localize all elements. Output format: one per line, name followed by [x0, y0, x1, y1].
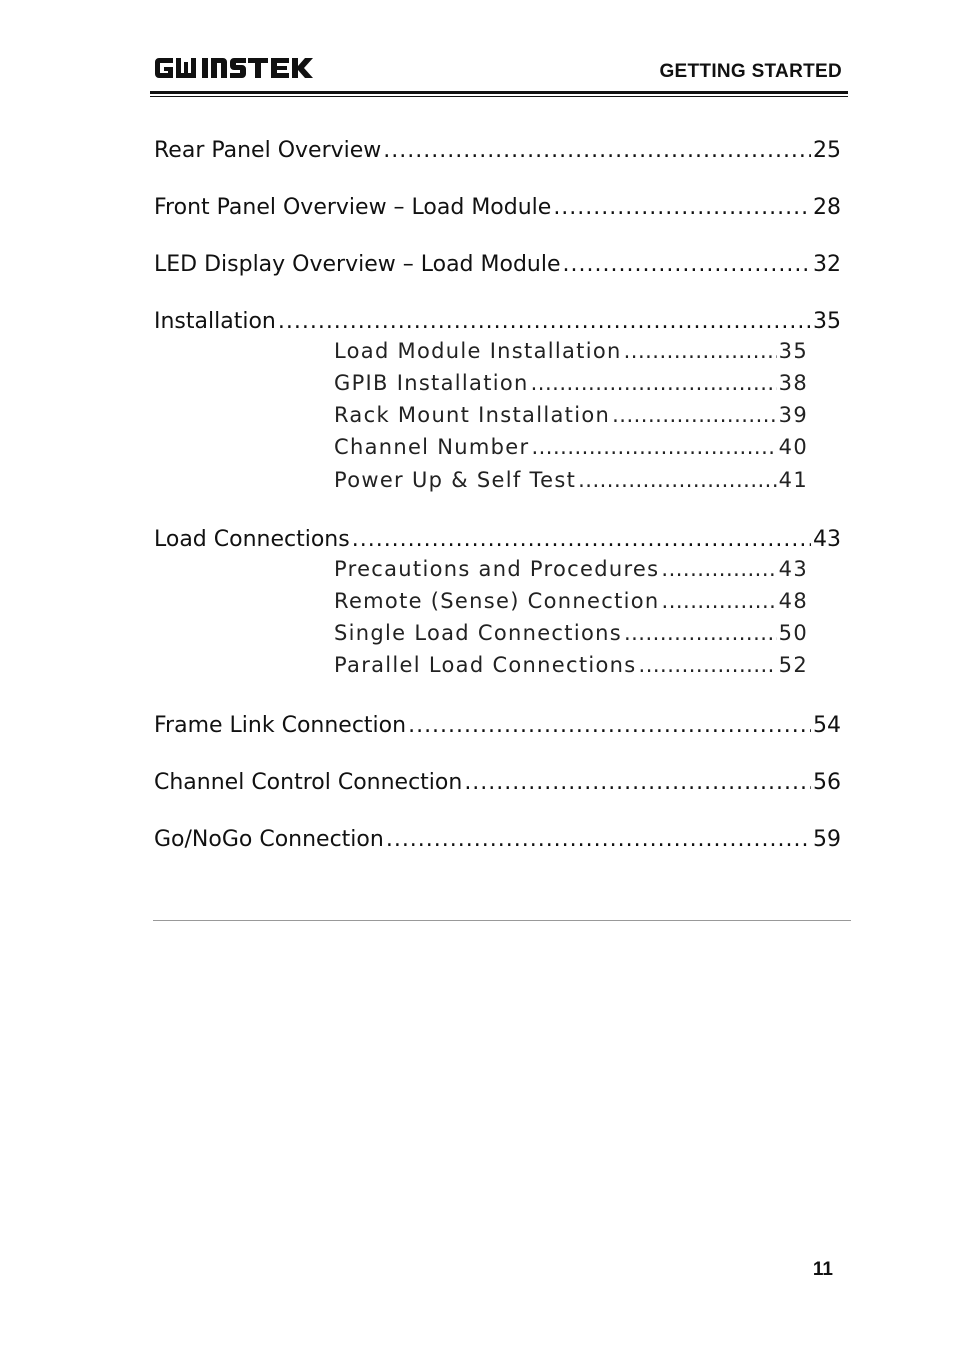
- toc-subentry[interactable]: [334, 619, 808, 647]
- dot-leader: [278, 308, 811, 336]
- dot-leader: [662, 587, 777, 615]
- toc-entry[interactable]: [154, 526, 841, 554]
- toc-entry-title: Installation: [154, 309, 276, 334]
- toc-entry[interactable]: [154, 826, 841, 854]
- toc-entry[interactable]: [154, 194, 841, 222]
- toc-subentry[interactable]: [334, 651, 808, 679]
- gw-instek-logo: [153, 54, 323, 82]
- page-number: 11: [812, 1259, 833, 1280]
- toc-entry[interactable]: [154, 251, 841, 279]
- toc-entry-page: 35: [813, 309, 841, 334]
- header-rule-thin: [150, 96, 848, 97]
- dot-leader: [624, 619, 777, 647]
- toc-subentry[interactable]: [334, 466, 808, 494]
- toc-subentry[interactable]: [334, 433, 808, 461]
- dot-leader: [352, 526, 811, 554]
- toc-subentry[interactable]: [334, 401, 808, 429]
- footer-rule: [153, 920, 851, 921]
- toc-entry-title: Frame Link Connection: [154, 713, 407, 738]
- toc-entry-page: 25: [813, 138, 841, 163]
- toc-subentry-page: 43: [778, 557, 808, 581]
- toc-entry-title: Load Connections: [154, 527, 350, 552]
- toc-subentry-title: Rack Mount Installation: [334, 403, 611, 427]
- header-rule-thick: [150, 91, 848, 94]
- toc-subentry-page: 50: [778, 621, 808, 645]
- dot-leader: [639, 651, 777, 679]
- dot-leader: [578, 466, 777, 494]
- toc-entry-page: 32: [813, 252, 841, 277]
- toc-subentry[interactable]: [334, 587, 808, 615]
- dot-leader: [612, 401, 777, 429]
- toc-subentry-page: 48: [778, 589, 808, 613]
- dot-leader: [531, 433, 776, 461]
- toc-subentry[interactable]: [334, 555, 808, 583]
- toc-subentry-page: 35: [778, 339, 808, 363]
- toc-entry-title: Front Panel Overview – Load Module: [154, 195, 552, 220]
- toc-entry-page: 59: [813, 827, 841, 852]
- toc-subentry-title: Precautions and Procedures: [334, 557, 660, 581]
- toc-entry-title: LED Display Overview – Load Module: [154, 252, 561, 277]
- toc-entry[interactable]: [154, 137, 841, 165]
- toc-subentry-title: Remote (Sense) Connection: [334, 589, 660, 613]
- toc-subentry-title: Load Module Installation: [334, 339, 622, 363]
- toc-subentry-page: 52: [778, 653, 808, 677]
- dot-leader: [563, 251, 811, 279]
- toc-subentry-title: GPIB Installation: [334, 371, 529, 395]
- toc-subentry[interactable]: [334, 337, 808, 365]
- dot-leader: [464, 769, 811, 797]
- dot-leader: [553, 194, 811, 222]
- dot-leader: [386, 826, 811, 854]
- toc-entry[interactable]: [154, 308, 841, 336]
- toc-subentry-page: 40: [778, 435, 808, 459]
- toc-entry-title: Rear Panel Overview: [154, 138, 382, 163]
- toc-entry[interactable]: [154, 712, 841, 740]
- toc-subentry-title: Power Up & Self Test: [334, 468, 577, 492]
- toc-subentry-title: Parallel Load Connections: [334, 653, 637, 677]
- dot-leader: [531, 369, 777, 397]
- toc-subentry-page: 39: [778, 403, 808, 427]
- dot-leader: [408, 712, 811, 740]
- toc-entry-title: Go/NoGo Connection: [154, 827, 384, 852]
- toc-subentry[interactable]: [334, 369, 808, 397]
- toc-entry-page: 43: [813, 527, 841, 552]
- toc-entry-page: 28: [813, 195, 841, 220]
- toc-entry-page: 54: [813, 713, 841, 738]
- toc-entry-page: 56: [813, 770, 841, 795]
- dot-leader: [624, 337, 777, 365]
- dot-leader: [383, 137, 811, 165]
- toc-subentry-page: 41: [778, 468, 808, 492]
- toc-subentry-page: 38: [778, 371, 808, 395]
- section-title: GETTING STARTED: [659, 61, 842, 82]
- toc-entry-title: Channel Control Connection: [154, 770, 463, 795]
- toc-entry[interactable]: [154, 769, 841, 797]
- toc-subentry-title: Single Load Connections: [334, 621, 622, 645]
- dot-leader: [661, 555, 776, 583]
- toc-subentry-title: Channel Number: [334, 435, 530, 459]
